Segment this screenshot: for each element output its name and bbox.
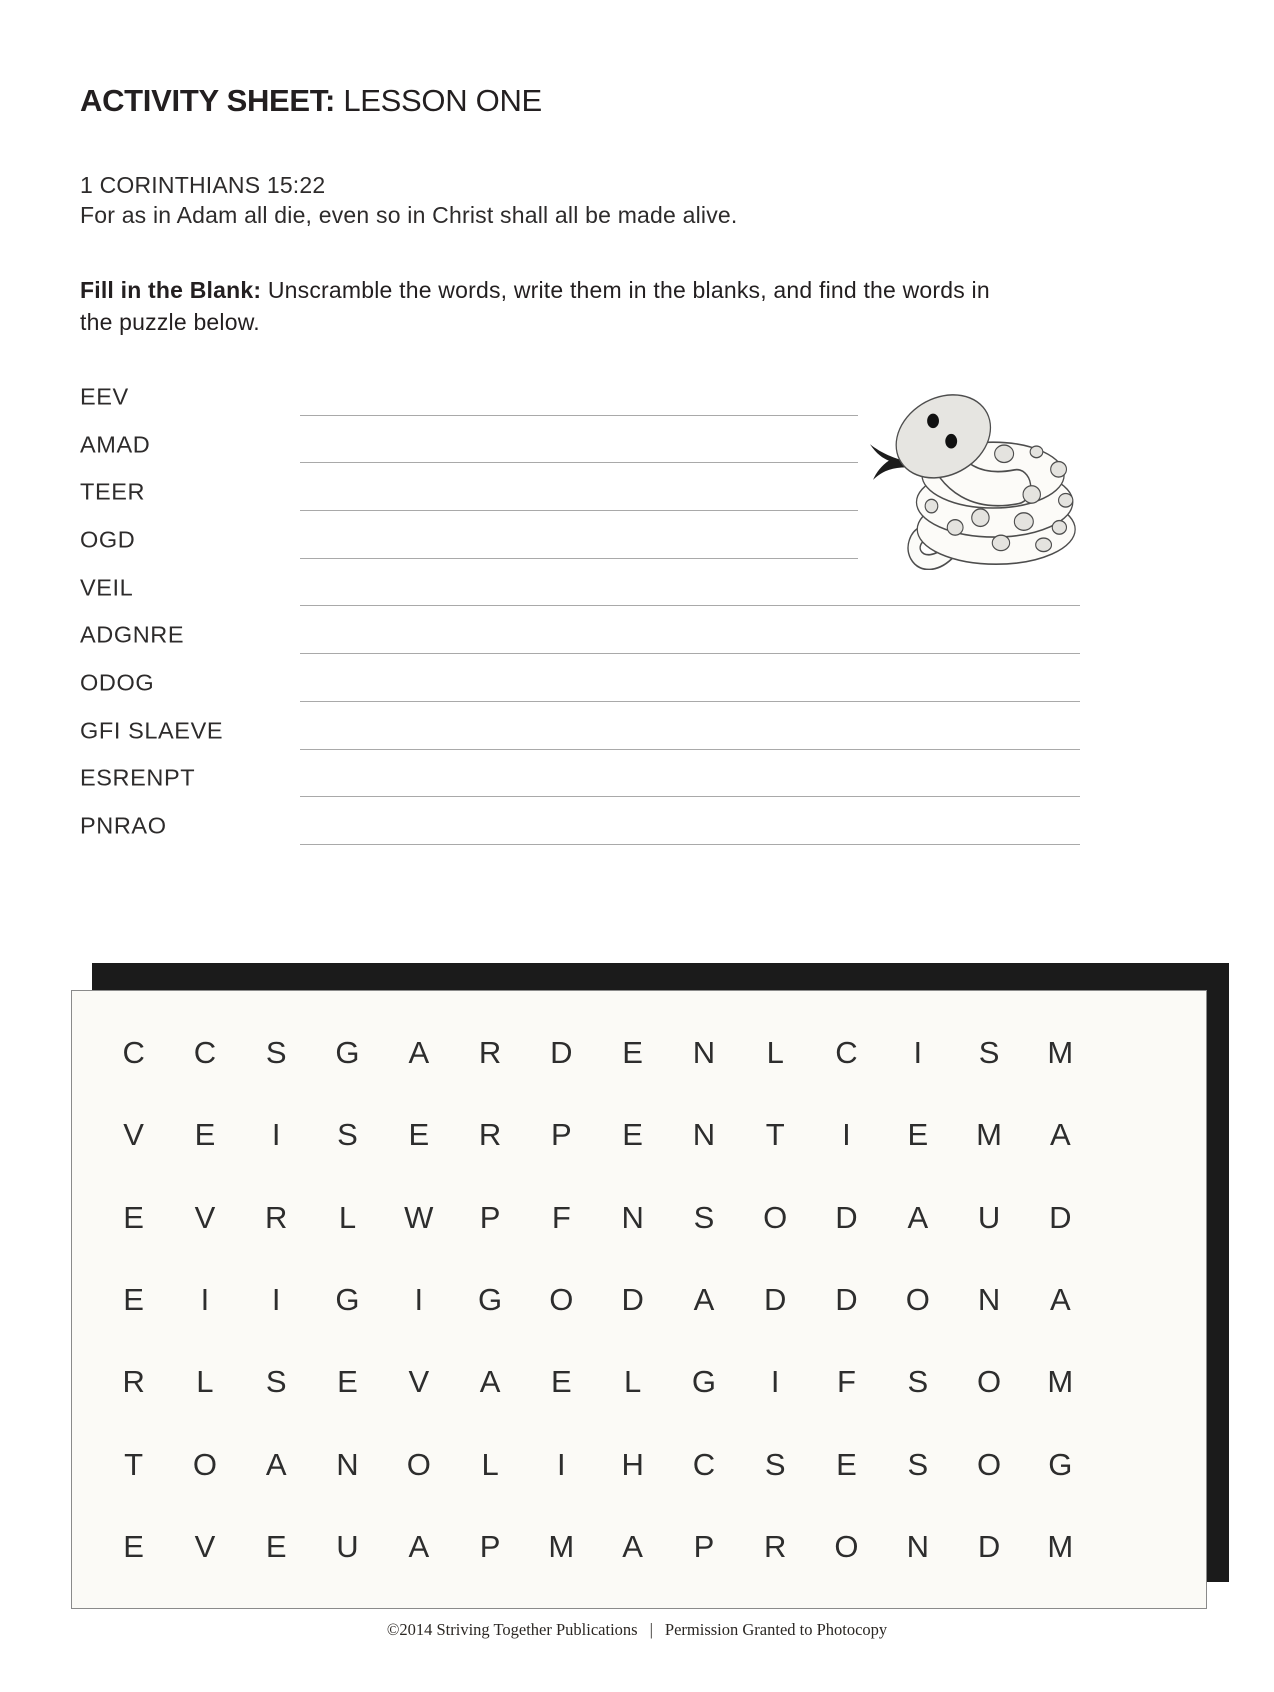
scrambled-word: TEER <box>80 478 146 505</box>
puzzle-letter[interactable]: L <box>338 1199 357 1235</box>
puzzle-letter[interactable]: I <box>770 1364 780 1400</box>
puzzle-letter[interactable]: R <box>265 1199 288 1235</box>
puzzle-letter[interactable]: E <box>622 1035 643 1071</box>
word-scramble-row <box>80 755 1080 803</box>
answer-blank-line[interactable] <box>300 844 1080 845</box>
puzzle-letter[interactable]: L <box>481 1446 499 1482</box>
scrambled-word: PNRAO <box>80 812 167 839</box>
word-scramble-row <box>80 707 1080 755</box>
instructions-text: Unscramble the words, write them in the blanks, and find the words in the puzzle below. <box>80 277 990 335</box>
puzzle-letter[interactable]: V <box>194 1528 216 1564</box>
answer-blank-line[interactable] <box>300 510 858 511</box>
puzzle-letter[interactable]: M <box>976 1117 1002 1153</box>
puzzle-letter[interactable]: I <box>913 1035 923 1071</box>
snake-icon <box>862 386 1087 570</box>
puzzle-letter[interactable]: O <box>977 1364 1002 1400</box>
puzzle-letter[interactable]: D <box>835 1281 858 1317</box>
snake-illustration <box>862 386 1087 570</box>
puzzle-letter[interactable]: O <box>905 1281 930 1317</box>
puzzle-letter[interactable]: S <box>907 1446 929 1482</box>
puzzle-letter[interactable]: R <box>478 1035 502 1071</box>
word-scramble-row <box>80 659 1080 707</box>
puzzle-letter[interactable]: N <box>692 1117 716 1153</box>
page-title-regular: LESSON ONE <box>343 83 542 118</box>
puzzle-letter[interactable]: R <box>764 1528 787 1564</box>
word-search-grid <box>98 1012 1096 1588</box>
puzzle-letter[interactable]: C <box>193 1035 217 1071</box>
footer-separator: | <box>649 1620 653 1639</box>
footer-copyright: ©2014 Striving Together Publications <box>386 1620 638 1639</box>
puzzle-letter[interactable]: G <box>1048 1446 1073 1482</box>
puzzle-letter[interactable]: S <box>907 1364 929 1400</box>
word-scramble-row <box>80 564 1080 612</box>
puzzle-letter[interactable]: A <box>907 1199 929 1235</box>
scrambled-word: OGD <box>80 526 136 553</box>
puzzle-letter[interactable]: S <box>693 1199 715 1235</box>
scrambled-word: GFI SLAEVE <box>80 717 224 744</box>
puzzle-letter[interactable]: D <box>550 1035 573 1071</box>
puzzle-letter[interactable]: G <box>335 1035 360 1071</box>
puzzle-letter[interactable]: D <box>621 1281 644 1317</box>
puzzle-letter[interactable]: I <box>414 1281 424 1317</box>
puzzle-letter[interactable]: O <box>406 1446 431 1482</box>
answer-blank-line[interactable] <box>300 796 1080 797</box>
scripture-section <box>80 170 738 230</box>
puzzle-letter[interactable]: E <box>337 1364 358 1400</box>
puzzle-letter[interactable]: N <box>621 1199 644 1235</box>
puzzle-letter[interactable]: E <box>836 1446 857 1482</box>
puzzle-letter[interactable]: E <box>123 1281 144 1317</box>
puzzle-letter[interactable]: R <box>478 1117 502 1153</box>
puzzle-letter[interactable]: I <box>200 1281 210 1317</box>
puzzle-letter[interactable]: V <box>123 1117 144 1153</box>
puzzle-letter[interactable]: S <box>764 1446 786 1482</box>
puzzle-letter[interactable]: E <box>622 1117 643 1153</box>
puzzle-letter[interactable]: V <box>194 1199 216 1235</box>
puzzle-letter[interactable]: O <box>763 1199 788 1235</box>
puzzle-letter[interactable]: C <box>122 1035 145 1071</box>
puzzle-letter[interactable]: D <box>764 1281 787 1317</box>
puzzle-letter[interactable]: M <box>548 1528 575 1564</box>
puzzle-letter[interactable]: G <box>335 1281 360 1317</box>
scrambled-word: VEIL <box>80 574 134 601</box>
puzzle-letter[interactable]: P <box>551 1117 572 1153</box>
scrambled-word: ODOG <box>80 669 155 696</box>
scrambled-word: AMAD <box>80 431 151 458</box>
puzzle-letter[interactable]: E <box>408 1117 430 1153</box>
page-title <box>80 83 542 119</box>
puzzle-letter[interactable]: O <box>977 1446 1002 1482</box>
puzzle-letter[interactable]: A <box>265 1446 287 1482</box>
puzzle-letter[interactable]: S <box>265 1364 287 1400</box>
puzzle-letter[interactable]: I <box>842 1117 851 1153</box>
puzzle-letter[interactable]: E <box>907 1117 929 1153</box>
puzzle-letter[interactable]: P <box>693 1528 715 1564</box>
puzzle-letter[interactable]: A <box>693 1281 715 1317</box>
puzzle-letter[interactable]: E <box>194 1117 216 1153</box>
puzzle-letter[interactable]: S <box>337 1117 358 1153</box>
puzzle-letter[interactable]: N <box>977 1281 1001 1317</box>
answer-blank-line[interactable] <box>300 462 858 463</box>
puzzle-letter[interactable]: G <box>691 1364 716 1400</box>
puzzle-letter[interactable]: I <box>271 1117 281 1153</box>
scrambled-word: EEV <box>80 383 129 410</box>
puzzle-letter[interactable]: T <box>765 1117 785 1153</box>
footer <box>0 1620 1274 1640</box>
puzzle-letter[interactable]: P <box>479 1528 501 1564</box>
puzzle-letter[interactable]: O <box>192 1446 217 1482</box>
puzzle-letter[interactable]: H <box>621 1446 644 1482</box>
scrambled-word: ADGNRE <box>80 621 185 648</box>
puzzle-letter[interactable]: E <box>123 1528 144 1564</box>
answer-blank-line[interactable] <box>300 558 858 559</box>
puzzle-letter[interactable]: A <box>622 1528 643 1564</box>
puzzle-letter[interactable]: C <box>835 1035 858 1071</box>
word-scramble-row <box>80 802 1080 850</box>
puzzle-letter[interactable]: A <box>408 1528 430 1564</box>
answer-blank-line[interactable] <box>300 605 1080 606</box>
puzzle-letter[interactable]: D <box>835 1199 858 1235</box>
puzzle-letter[interactable]: O <box>549 1281 574 1317</box>
puzzle-letter[interactable]: L <box>196 1364 214 1400</box>
puzzle-letter[interactable]: D <box>1049 1199 1072 1235</box>
puzzle-letter[interactable]: G <box>478 1281 503 1317</box>
puzzle-letter[interactable]: S <box>978 1035 1000 1071</box>
puzzle-letter[interactable]: U <box>336 1528 359 1564</box>
puzzle-letter[interactable]: E <box>123 1199 144 1235</box>
instructions <box>80 274 1010 338</box>
puzzle-letter[interactable]: S <box>265 1035 287 1071</box>
puzzle-letter[interactable]: W <box>404 1199 434 1235</box>
puzzle-letter[interactable]: D <box>977 1528 1001 1564</box>
puzzle-letter[interactable]: C <box>692 1446 716 1482</box>
scripture-reference: 1 CORINTHIANS 15:22 <box>80 172 326 198</box>
puzzle-letter[interactable]: N <box>692 1035 716 1071</box>
puzzle-letter[interactable]: A <box>479 1364 501 1400</box>
puzzle-letter[interactable]: L <box>766 1035 784 1071</box>
answer-blank-line[interactable] <box>300 749 1080 750</box>
word-scramble-row <box>80 611 1080 659</box>
puzzle-letter[interactable]: A <box>1050 1281 1071 1317</box>
scrambled-word: ESRENPT <box>80 764 196 791</box>
scripture-text: For as in Adam all die, even so in Christ shall all be made alive. <box>80 202 738 228</box>
puzzle-letter[interactable]: M <box>1047 1528 1074 1564</box>
puzzle-letter[interactable]: M <box>1047 1364 1074 1400</box>
puzzle-letter[interactable]: A <box>408 1035 430 1071</box>
puzzle-letter[interactable]: A <box>1050 1117 1071 1153</box>
puzzle-letter[interactable]: F <box>837 1364 856 1400</box>
puzzle-letter[interactable]: L <box>624 1364 642 1400</box>
puzzle-letter[interactable]: P <box>479 1199 501 1235</box>
page-title-bold: ACTIVITY SHEET: <box>80 83 336 118</box>
puzzle-letter[interactable]: R <box>122 1364 145 1400</box>
answer-blank-line[interactable] <box>300 653 1080 654</box>
answer-blank-line[interactable] <box>300 701 1080 702</box>
puzzle-letter[interactable]: I <box>271 1281 281 1317</box>
puzzle-letter[interactable]: V <box>408 1364 430 1400</box>
puzzle-letter[interactable]: T <box>124 1446 144 1482</box>
puzzle-letter[interactable]: I <box>557 1446 566 1482</box>
puzzle-letter[interactable]: N <box>336 1446 359 1482</box>
footer-permission: Permission Granted to Photocopy <box>664 1620 888 1639</box>
answer-blank-line[interactable] <box>300 415 858 416</box>
puzzle-letter[interactable]: F <box>551 1199 571 1235</box>
instructions-label: Fill in the Blank: <box>80 277 262 303</box>
word-search-card <box>71 990 1207 1609</box>
puzzle-letter[interactable]: U <box>977 1199 1001 1235</box>
puzzle-letter[interactable]: N <box>906 1528 929 1564</box>
puzzle-letter[interactable]: O <box>834 1528 859 1564</box>
puzzle-letter[interactable]: E <box>551 1364 572 1400</box>
puzzle-letter[interactable]: E <box>265 1528 287 1564</box>
puzzle-letter[interactable]: M <box>1047 1035 1074 1071</box>
